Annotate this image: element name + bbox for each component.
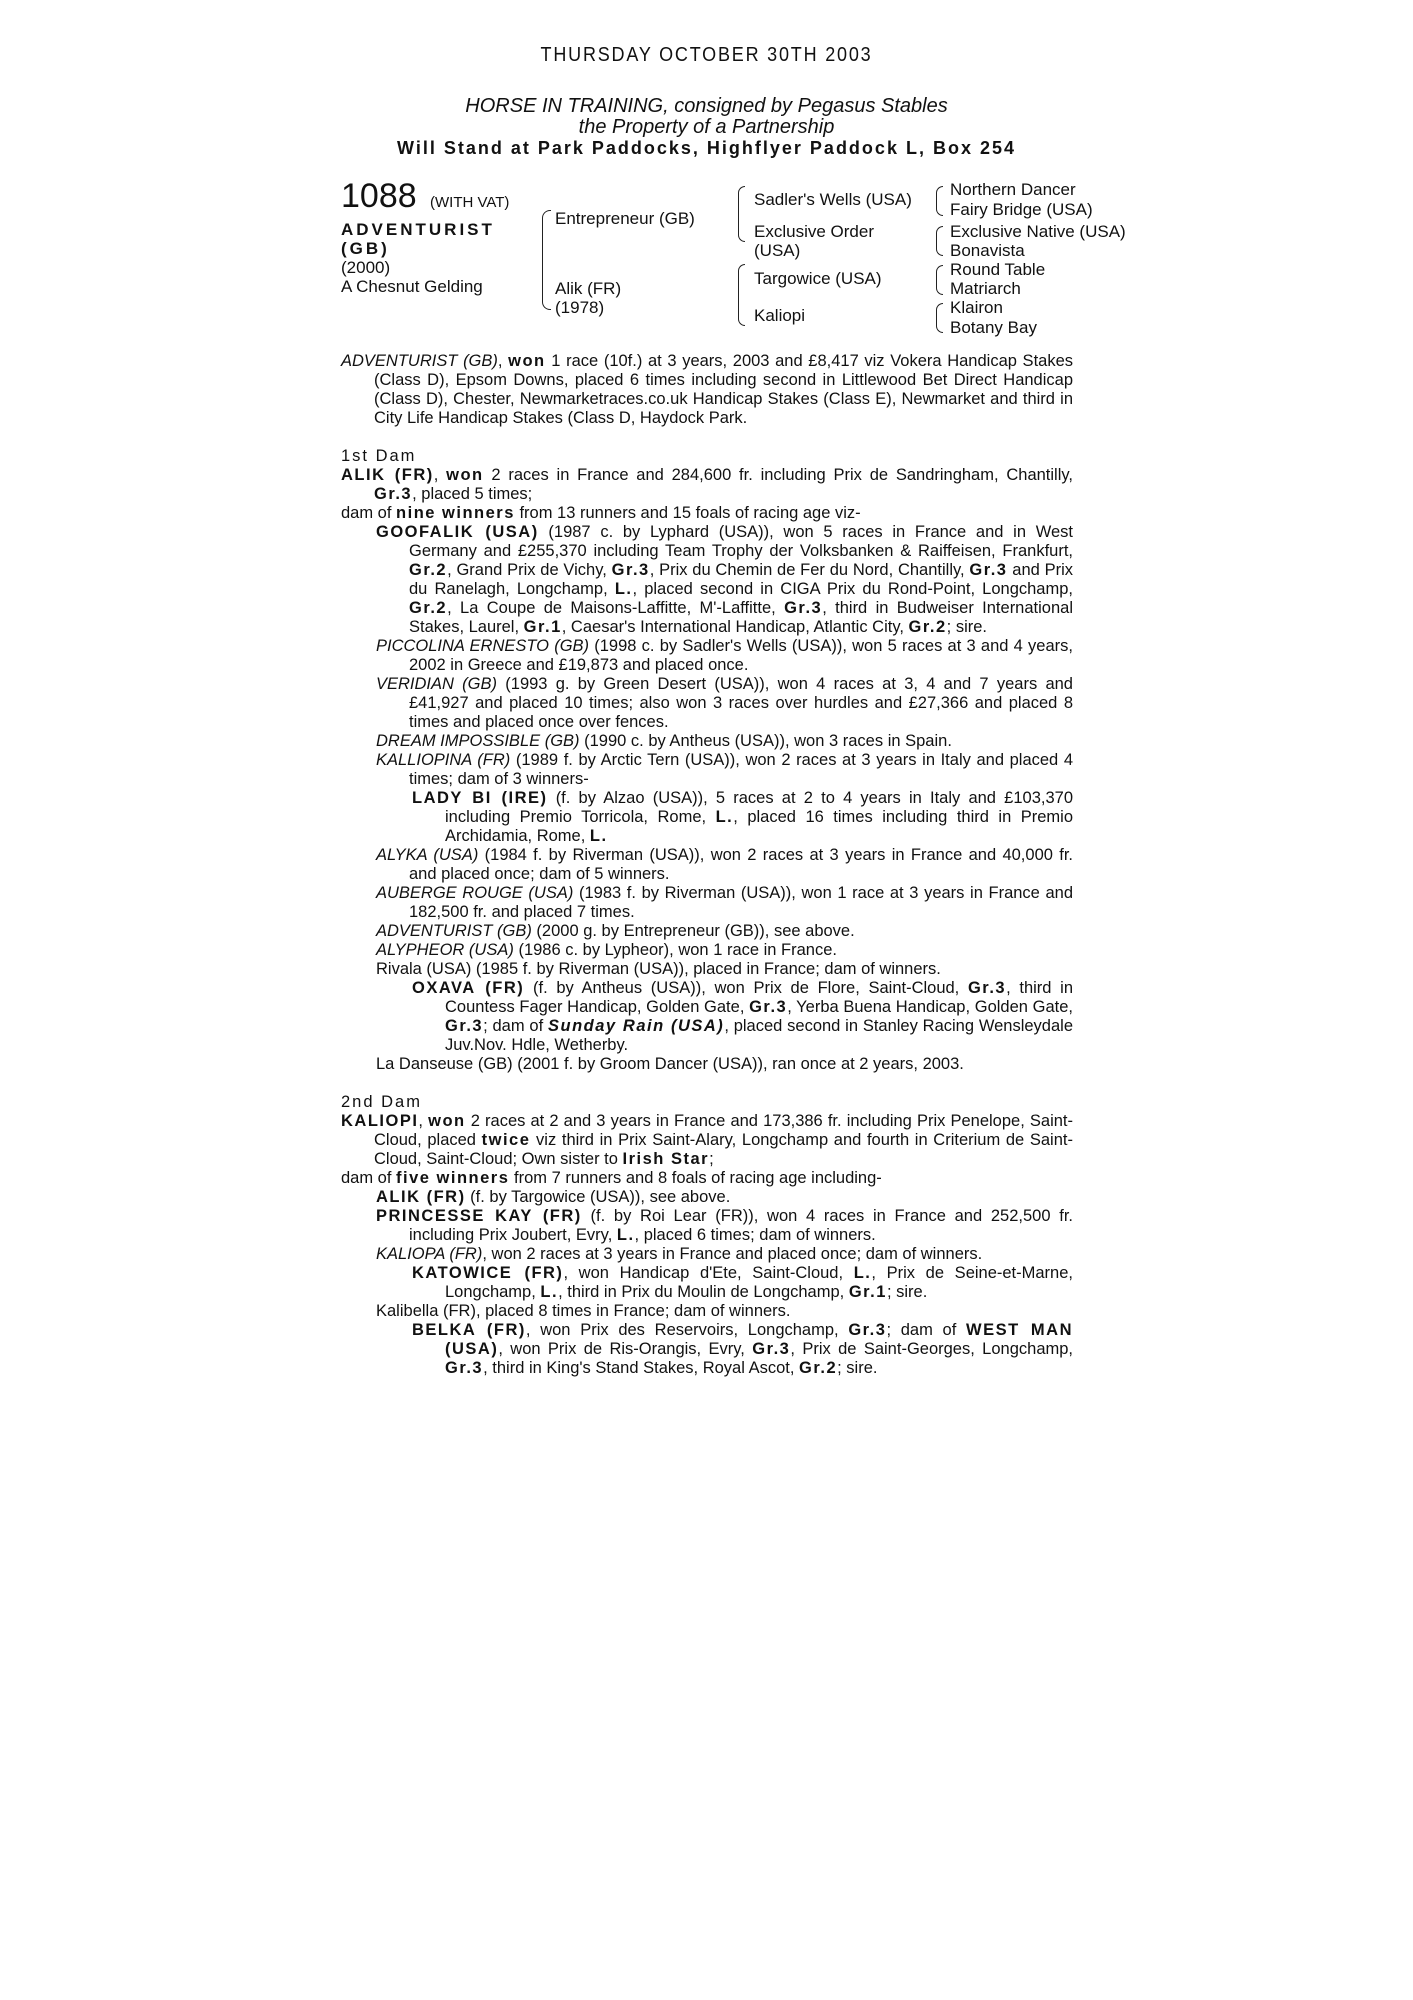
pedigree-sdd: Bonavista <box>950 241 1025 260</box>
pedigree-dam-dam: Kaliopi <box>754 306 806 325</box>
first-dam-produce: dam of nine winners from 13 runners and 15 foals of racing age viz- <box>341 504 861 522</box>
produce-veridian: VERIDIAN (GB) (1993 g. by Green Desert (USA)), won 4 races at 3, 4 and 7 years and £41,927 and placed 10 times; also won 3 races over hurdles and £27,366 and placed 8 times and placed once over fences. <box>376 675 1073 731</box>
second-dam-heading: 2nd Dam <box>341 1093 422 1111</box>
produce-auberge: AUBERGE ROUGE (USA) (1983 f. by Riverman (USA)), won 1 race at 3 years in France and 182,500 fr. and placed 7 times. <box>376 884 1074 921</box>
produce-kalliopina: KALLIOPINA (FR) (1989 f. by Arctic Tern (USA)), won 2 races at 3 years in Italy and placed 4 times; dam of 3 winners- <box>376 751 1074 788</box>
sale-date: THURSDAY OCTOBER 30TH 2003 <box>540 44 873 66</box>
pedigree-ssd: Fairy Bridge (USA) <box>950 200 1093 219</box>
second-dam-produce: dam of five winners from 7 runners and 8 foals of racing age including- <box>341 1169 882 1187</box>
pedigree-sire: Entrepreneur (GB) <box>555 209 695 228</box>
horse-year: (2000) <box>341 258 391 277</box>
pedigree-dsd: Matriarch <box>950 279 1021 298</box>
pedigree-notes <box>341 352 1073 1378</box>
produce2-kaliopa: KALIOPA (FR), won 2 races at 3 years in France and placed once; dam of winners. <box>376 1245 983 1263</box>
location-line: Will Stand at Park Paddocks, Highflyer Paddock L, Box 254 <box>397 138 1016 158</box>
second-dam-record: KALIOPI, won 2 races at 2 and 3 years in France and 173,386 fr. including Prix Penelope, Saint-Cloud, placed twice viz third in Prix Saint-Alary, Longchamp and fourth in Criterium de Saint-Cloud, Saint-Cloud; Own sister to Irish Star; <box>341 1112 1073 1168</box>
pedigree-brace-sd <box>936 226 943 256</box>
consignor-line: HORSE IN TRAINING, consigned by Pegasus Stables <box>465 95 948 117</box>
pedigree-sire-sire: Sadler's Wells (USA) <box>754 190 912 209</box>
pedigree-brace-ss <box>936 186 943 216</box>
produce2-belka: BELKA (FR), won Prix des Reservoirs, Longchamp, Gr.3; dam of WEST MAN (USA), won Prix de Ris-Orangis, Evry, Gr.3, Prix de Saint-Georges, Longchamp, Gr.3, third in King's Stand Stakes, Royal Ascot, Gr.2; sire. <box>412 1321 1073 1377</box>
pedigree-brace-ds <box>936 265 943 295</box>
first-dam-heading: 1st Dam <box>341 447 417 465</box>
pedigree-sss: Northern Dancer <box>950 180 1076 199</box>
pedigree-dds: Klairon <box>950 298 1003 317</box>
horse-record: ADVENTURIST (GB), won 1 race (10f.) at 3 years, 2003 and £8,417 viz Vokera Handicap Stakes (Class D), Epsom Downs, placed 6 times including second in Littlewood Bet Direct Handicap (Class D), Chester, Newmarketraces.co.uk Handicap Stakes (Class E), Newmarket and third in City Life Handicap Stakes (Class D, Haydock Park. <box>341 352 1074 427</box>
produce-goofalik: GOOFALIK (USA) (1987 c. by Lyphard (USA)), won 5 races in France and in West Germany and £255,370 including Team Trophy der Volksbanken & Raiffeisen, Frankfurt, Gr.2, Grand Prix de Vichy, Gr.3, Prix du Chemin de Fer du Nord, Chantilly, Gr.3 and Prix du Ranelagh, Longchamp, L., placed second in CIGA Prix du Rond-Point, Longchamp, Gr.2, La Coupe de Maisons-Laffitte, M'-Laffitte, Gr.3, third in Budweiser International Stakes, Laurel, Gr.1, Caesar's International Handicap, Atlantic City, Gr.2; sire. <box>376 523 1073 636</box>
horse-meta <box>341 258 483 296</box>
produce-ladanseuse: La Danseuse (GB) (2001 f. by Groom Dancer (USA)), ran once at 2 years, 2003. <box>376 1055 964 1073</box>
pedigree-ddd: Botany Bay <box>950 318 1037 337</box>
produce-alypheor: ALYPHEOR (USA) (1986 c. by Lypheor), won 1 race in France. <box>376 941 837 959</box>
produce-rivala: Rivala (USA) (1985 f. by Riverman (USA)), placed in France; dam of winners. <box>376 960 941 978</box>
pedigree-brace-sire <box>738 186 745 242</box>
produce-ladybi: LADY BI (IRE) (f. by Alzao (USA)), 5 races at 2 to 4 years in Italy and £103,370 including Premio Torricola, Rome, L., placed 16 times including third in Premio Archidamia, Rome, L. <box>412 789 1074 845</box>
produce2-kalibella: Kalibella (FR), placed 8 times in France; dam of winners. <box>376 1302 791 1320</box>
produce2-princesse: PRINCESSE KAY (FR) (f. by Roi Lear (FR)), won 4 races in France and 252,500 fr. including Prix Joubert, Evry, L., placed 6 times; dam of winners. <box>376 1207 1073 1244</box>
horse-name: ADVENTURIST (GB) <box>341 220 495 258</box>
pedigree-dam: Alik (FR) (1978) <box>555 279 622 317</box>
produce-alyka: ALYKA (USA) (1984 f. by Riverman (USA)), won 2 races at 3 years in France and 40,000 fr. and placed once; dam of 5 winners. <box>376 846 1074 883</box>
pedigree-dam-sire: Targowice (USA) <box>754 269 882 288</box>
pedigree-sds: Exclusive Native (USA) <box>950 222 1126 241</box>
lot-vat: (WITH VAT) <box>430 194 510 211</box>
pedigree-brace-dam <box>738 264 745 326</box>
produce2-alik: ALIK (FR) (f. by Targowice (USA)), see above. <box>376 1188 731 1206</box>
produce-adventurist: ADVENTURIST (GB) (2000 g. by Entrepreneur (GB)), see above. <box>376 922 855 940</box>
first-dam-record: ALIK (FR), won 2 races in France and 284,600 fr. including Prix de Sandringham, Chantilly, Gr.3, placed 5 times; <box>341 466 1073 503</box>
pedigree-dss: Round Table <box>950 260 1046 279</box>
lot-number: 1088 <box>341 177 417 215</box>
produce-oxava: OXAVA (FR) (f. by Antheus (USA)), won Prix de Flore, Saint-Cloud, Gr.3, third in Countess Fager Handicap, Golden Gate, Gr.3, Yerba Buena Handicap, Golden Gate, Gr.3; dam of Sunday Rain (USA), placed second in Stanley Racing Wensleydale Juv.Nov. Hdle, Wetherby. <box>412 979 1073 1054</box>
owner-line: the Property of a Partnership <box>578 116 835 138</box>
pedigree-sire-dam: Exclusive Order (USA) <box>754 222 874 260</box>
produce-piccolina: PICCOLINA ERNESTO (GB) (1998 c. by Sadler's Wells (USA)), won 5 races at 3 and 4 years, 2002 in Greece and £19,873 and placed once. <box>376 637 1073 674</box>
pedigree-brace-gen1 <box>542 210 551 310</box>
pedigree-brace-dd <box>936 303 943 333</box>
produce2-katowice: KATOWICE (FR), won Handicap d'Ete, Saint-Cloud, L., Prix de Seine-et-Marne, Longchamp, L., third in Prix du Moulin de Longchamp, Gr.1; sire. <box>412 1264 1073 1301</box>
horse-description: A Chesnut Gelding <box>341 277 483 296</box>
produce-dream: DREAM IMPOSSIBLE (GB) (1990 c. by Antheus (USA)), won 3 races in Spain. <box>376 732 952 750</box>
